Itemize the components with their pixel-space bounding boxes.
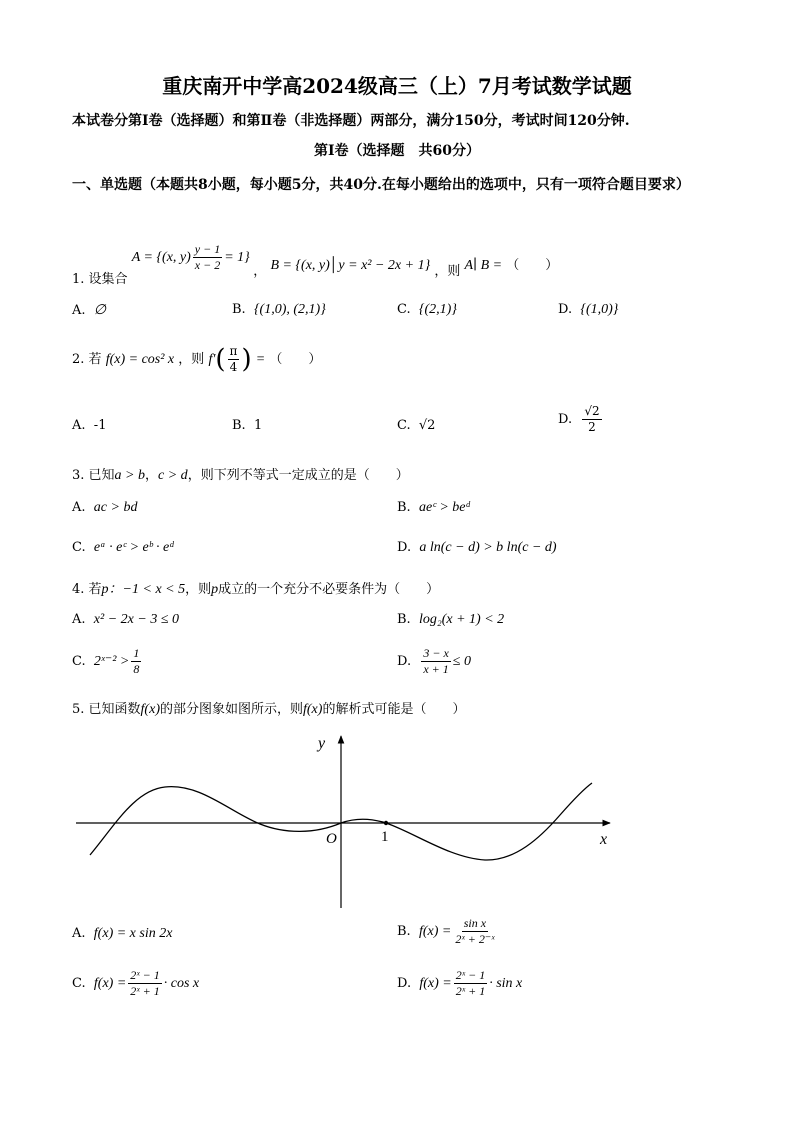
q5-option-d-frac	[454, 968, 487, 999]
option-text: √2	[418, 418, 436, 433]
q5-fx: f(x)	[140, 702, 160, 717]
frac-den: 2ˣ + 1	[455, 984, 486, 998]
q3-prefix: 3. 已知	[72, 468, 115, 483]
frac-num: 1	[133, 646, 140, 660]
q2-right-paren: )	[241, 344, 252, 375]
question-3	[72, 464, 409, 484]
q1-option-b[interactable]	[232, 302, 326, 318]
option-text: ≤ 0	[452, 654, 471, 669]
option-rhs: · sin x	[489, 976, 523, 991]
question-1	[72, 242, 559, 287]
option-label: C.	[397, 302, 411, 317]
q4-option-d-frac	[421, 646, 450, 677]
q2-option-b[interactable]	[232, 418, 262, 433]
frac-den: 8	[133, 662, 140, 676]
q5-mid: 的部分图象如图所示，则	[159, 702, 303, 717]
q2-option-d[interactable]	[558, 404, 604, 435]
option-lhs: f(x) =	[93, 976, 127, 991]
q1-ask-expr: A∣ B =	[464, 257, 503, 273]
q2-answer-paren: （ ）	[269, 352, 322, 367]
origin-label: O	[326, 831, 337, 847]
q3-option-d[interactable]	[397, 540, 557, 556]
q4-option-c-frac	[131, 646, 141, 677]
q3-option-c[interactable]	[72, 540, 174, 556]
q4-p-2: p	[211, 582, 219, 597]
q2-left-paren: (	[215, 344, 226, 375]
frac-den: 2ˣ + 1	[130, 984, 160, 998]
q1-set-a	[131, 242, 254, 272]
question-2	[72, 344, 321, 375]
option-label: D.	[397, 654, 412, 669]
q2-frac-den: 4	[229, 360, 238, 374]
q2-frac	[228, 344, 240, 375]
q3-option-b[interactable]	[397, 500, 470, 516]
option-label: A.	[72, 612, 86, 627]
q1-comma: ，	[253, 263, 267, 279]
frac-num: √2	[584, 404, 600, 418]
q2-prefix: 2. 若	[72, 352, 102, 367]
option-text: {(1,0), (2,1)}	[253, 302, 326, 317]
frac-num: 3 − x	[423, 646, 449, 660]
option-text: log₂(x + 1) < 2	[418, 612, 505, 627]
q3-cond2: c > d	[158, 468, 188, 483]
frac-den: 2ˣ + 2⁻ˣ	[455, 932, 495, 946]
q4-tail: 成立的一个充分不必要条件为（ ）	[218, 582, 440, 597]
option-label: C.	[72, 654, 86, 669]
y-axis-label: y	[318, 735, 326, 752]
option-label: D.	[558, 412, 573, 427]
option-label: B.	[397, 924, 411, 939]
option-label: C.	[72, 540, 86, 555]
q1-ask: ，则	[434, 263, 461, 279]
option-label: C.	[72, 976, 86, 991]
question-4	[72, 578, 439, 598]
q5-option-c-frac	[128, 968, 161, 999]
q1-frac-num: y − 1	[194, 242, 221, 256]
q4-cond: ：−1 < x < 5	[108, 582, 186, 597]
q1-set-b: B = {(x, y)│y = x² − 2x + 1}	[270, 257, 431, 273]
q3-option-a[interactable]	[72, 500, 137, 516]
option-text: -1	[93, 418, 107, 433]
q3-sep: ，	[145, 468, 159, 483]
option-label: D.	[558, 302, 573, 317]
exam-intro: 本试卷分第Ⅰ卷（选择题）和第Ⅱ卷（非选择题）两部分，满分150分，考试时间120分钟.	[72, 113, 630, 129]
option-label: A.	[72, 926, 86, 941]
frac-num: 2ˣ − 1	[455, 968, 486, 982]
option-text: {(2,1)}	[418, 302, 457, 317]
option-rhs: · cos x	[163, 976, 200, 991]
option-label: B.	[397, 500, 411, 515]
q1-frac-den: x − 2	[194, 258, 221, 272]
q1-option-d[interactable]	[558, 302, 618, 318]
function-graph	[70, 730, 630, 915]
q3-tail: ，则下列不等式一定成立的是（ ）	[187, 468, 409, 483]
question-5	[72, 698, 465, 718]
option-label: B.	[232, 302, 246, 317]
q5-tail: 的解析式可能是（ ）	[322, 702, 466, 717]
q2-option-c[interactable]	[397, 418, 435, 433]
frac-num: sin x	[463, 916, 487, 930]
q5-option-a[interactable]	[72, 926, 172, 942]
q4-mid: ，则	[185, 582, 212, 597]
option-lhs: f(x) =	[419, 976, 452, 991]
q2-mid: ，则	[178, 352, 205, 367]
option-text: a ln(c − d) > b ln(c − d)	[419, 540, 557, 555]
q4-p: p	[101, 582, 109, 597]
x-axis-label: x	[600, 831, 608, 848]
q2-expr: f(x) = cos² x	[105, 352, 175, 367]
option-label: A.	[72, 418, 86, 433]
q4-option-d[interactable]	[397, 646, 471, 677]
option-label: A.	[72, 500, 86, 515]
q5-fx-2: f(x)	[303, 702, 323, 717]
frac-den: x + 1	[423, 662, 449, 676]
q1-set-a-rhs: = 1}	[224, 249, 250, 265]
tick-label: 1	[381, 829, 389, 845]
q2-frac-num: π	[229, 344, 238, 358]
option-lhs: f(x) =	[418, 924, 452, 939]
section-heading: 一、单选题（本题共8小题，每小题5分，共40分.在每小题给出的选项中，只有一项符合题目要求）	[72, 177, 690, 193]
option-text: x² − 2x − 3 ≤ 0	[93, 612, 179, 627]
exam-title: 重庆南开中学高2024级高三（上）7月考试数学试题	[162, 74, 632, 98]
q1-prefix: 1. 设集合	[72, 271, 128, 287]
option-label: C.	[397, 418, 411, 433]
q3-cond1: a > b	[114, 468, 145, 483]
q5-option-d[interactable]	[397, 968, 522, 999]
q4-option-a[interactable]	[72, 612, 179, 628]
option-label: B.	[232, 418, 246, 433]
option-label: D.	[397, 540, 412, 555]
q2-option-d-frac	[582, 404, 601, 435]
q5-option-c[interactable]	[72, 968, 199, 999]
tick-point	[384, 821, 388, 825]
option-text: aeᶜ > beᵈ	[418, 500, 470, 515]
option-label: D.	[397, 976, 412, 991]
frac-den: 2	[588, 420, 596, 434]
q4-prefix: 4. 若	[72, 582, 102, 597]
q5-option-b-frac	[453, 916, 496, 947]
q1-set-a-frac	[193, 242, 222, 273]
q2-f-prime: f′	[208, 352, 216, 367]
q4-option-c[interactable]	[72, 646, 143, 677]
option-text: ∅	[93, 303, 106, 318]
q1-option-a[interactable]	[72, 302, 106, 319]
option-label: A.	[72, 303, 86, 318]
q4-option-b[interactable]	[397, 612, 504, 628]
frac-num: 2ˣ − 1	[130, 968, 160, 982]
q5-prefix: 5. 已知函数	[72, 702, 141, 717]
option-label: B.	[397, 612, 411, 627]
q2-eq: =	[255, 352, 266, 367]
option-text: f(x) = x sin 2x	[93, 926, 173, 941]
q5-option-b[interactable]	[397, 916, 499, 947]
option-text: {(1,0)}	[580, 302, 619, 317]
option-text: eᵃ · eᶜ > eᵇ · eᵈ	[93, 540, 174, 555]
part-heading: 第Ⅰ卷（选择题 共60分）	[313, 143, 481, 159]
option-text: ac > bd	[93, 500, 138, 515]
option-text: 1	[253, 418, 263, 433]
q1-option-c[interactable]	[397, 302, 457, 318]
q2-option-a[interactable]	[72, 418, 106, 433]
q1-answer-paren: （ ）	[506, 257, 559, 273]
option-text: 2ˣ⁻² >	[93, 654, 130, 669]
q1-set-a-lhs: A = {(x, y)	[131, 249, 191, 265]
